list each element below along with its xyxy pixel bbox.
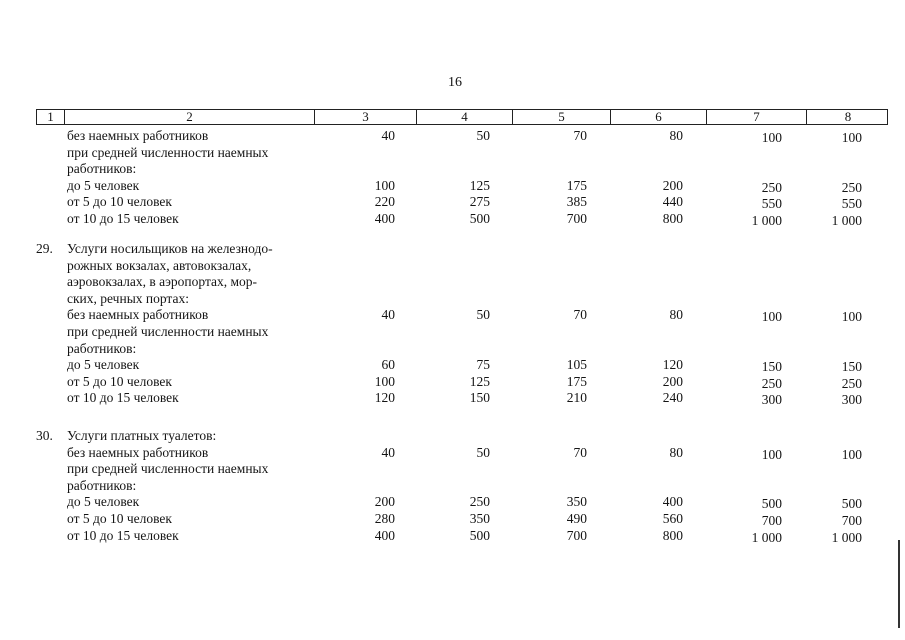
value-col-3: 100 [374,373,395,389]
value-col-7: 550 [761,196,782,212]
page-number: 16 [448,75,462,90]
value-col-6: 200 [662,373,683,389]
value-col-3: 60 [381,357,395,373]
value-col-7: 100 [761,309,782,325]
value-col-3: 40 [381,128,395,143]
value-col-4: 275 [469,194,490,210]
value-col-7: 150 [761,359,782,375]
value-col-6: 400 [662,494,683,510]
value-col-5: 700 [566,211,587,226]
row-label: рожных вокзалах, автовокзалах, [67,257,252,273]
value-col-7: 250 [761,375,782,391]
value-col-7: 100 [761,446,782,462]
value-col-6: 80 [669,307,683,323]
row-label: Услуги платных туалетов: [67,428,217,443]
value-col-5: 105 [566,357,587,373]
value-col-8: 100 [841,446,862,462]
value-col-8: 250 [841,375,862,391]
value-col-6: 240 [662,390,683,406]
row-label: до 5 человек [67,494,140,510]
value-col-4: 50 [476,307,490,323]
value-col-4: 150 [469,390,490,406]
value-col-4: 500 [469,211,490,226]
header-cell-1: 1 [37,110,65,124]
header-cell-2: 2 [65,110,315,124]
value-col-5: 175 [566,373,587,389]
row-label: аэровокзалах, в аэропортах, мор- [67,274,258,290]
value-col-3: 40 [381,307,395,323]
value-col-5: 385 [566,194,587,210]
item-number: 30. [36,428,53,443]
table-header-row [36,109,888,125]
value-col-7: 700 [761,513,782,528]
value-col-3: 200 [374,494,395,510]
value-col-4: 250 [469,494,490,510]
value-col-6: 120 [662,357,683,373]
value-col-4: 500 [469,527,490,543]
value-col-4: 75 [476,357,490,373]
value-col-5: 350 [566,494,587,510]
value-col-5: 70 [573,444,587,460]
value-col-3: 120 [374,390,395,406]
scan-edge-rule [898,540,900,628]
value-col-8: 1 000 [831,529,862,545]
value-col-7: 1 000 [751,529,782,545]
item-number: 29. [36,241,53,256]
value-col-3: 100 [374,177,395,193]
row-label: без наемных работников [67,307,209,323]
header-cell-7: 7 [707,110,807,124]
row-label: до 5 человек [67,357,140,373]
value-col-8: 500 [841,496,862,512]
value-col-6: 80 [669,444,683,460]
value-col-8: 100 [841,130,862,145]
value-col-8: 1 000 [831,213,862,228]
value-col-6: 800 [662,527,683,543]
row-label: Услуги носильщиков на железнодо- [67,241,273,256]
value-col-3: 400 [374,527,395,543]
row-label: при средней численности наемных [67,324,269,339]
header-cell-6: 6 [611,110,707,124]
row-label: при средней численности наемных [67,144,269,160]
value-col-7: 1 000 [751,213,782,228]
row-label: работников: [67,340,137,356]
value-col-8: 250 [841,179,862,195]
value-col-7: 500 [761,496,782,512]
row-label: работников: [67,477,137,493]
value-col-3: 400 [374,211,395,226]
value-col-8: 550 [841,196,862,212]
header-cell-5: 5 [513,110,611,124]
row-label: без наемных работников [67,128,209,143]
header-cell-4: 4 [417,110,513,124]
value-col-5: 700 [566,527,587,543]
value-col-6: 200 [662,177,683,193]
row-label: от 5 до 10 человек [67,511,172,526]
value-col-6: 560 [662,511,683,526]
value-col-8: 700 [841,513,862,528]
value-col-6: 80 [669,128,683,143]
row-label: при средней численности наемных [67,461,269,477]
value-col-4: 125 [469,177,490,193]
value-col-4: 50 [476,128,490,143]
value-col-4: 350 [469,511,490,526]
value-col-6: 800 [662,211,683,226]
value-col-5: 70 [573,128,587,143]
header-cell-8: 8 [844,109,852,124]
value-col-5: 175 [566,177,587,193]
row-label: ских, речных портах: [67,290,189,306]
row-label: без наемных работников [67,444,209,460]
header-cell-3: 3 [315,110,417,124]
value-col-4: 50 [476,444,490,460]
value-col-8: 150 [841,359,862,375]
row-label: от 5 до 10 человек [67,194,172,210]
value-col-5: 490 [566,511,587,526]
row-label: от 5 до 10 человек [67,373,172,389]
value-col-6: 440 [662,194,683,210]
row-label: от 10 до 15 человек [67,211,179,226]
value-col-3: 280 [374,511,395,526]
value-col-3: 40 [381,444,395,460]
row-label: работников: [67,161,137,177]
value-col-7: 250 [761,179,782,195]
value-col-5: 70 [573,307,587,323]
value-col-3: 220 [374,194,395,210]
value-col-8: 100 [841,309,862,325]
value-col-7: 300 [761,392,782,408]
value-col-7: 100 [761,130,782,145]
row-label: от 10 до 15 человек [67,390,179,406]
value-col-4: 125 [469,373,490,389]
row-label: до 5 человек [67,177,140,193]
value-col-5: 210 [566,390,587,406]
row-label: от 10 до 15 человек [67,527,179,543]
value-col-8: 300 [841,392,862,408]
